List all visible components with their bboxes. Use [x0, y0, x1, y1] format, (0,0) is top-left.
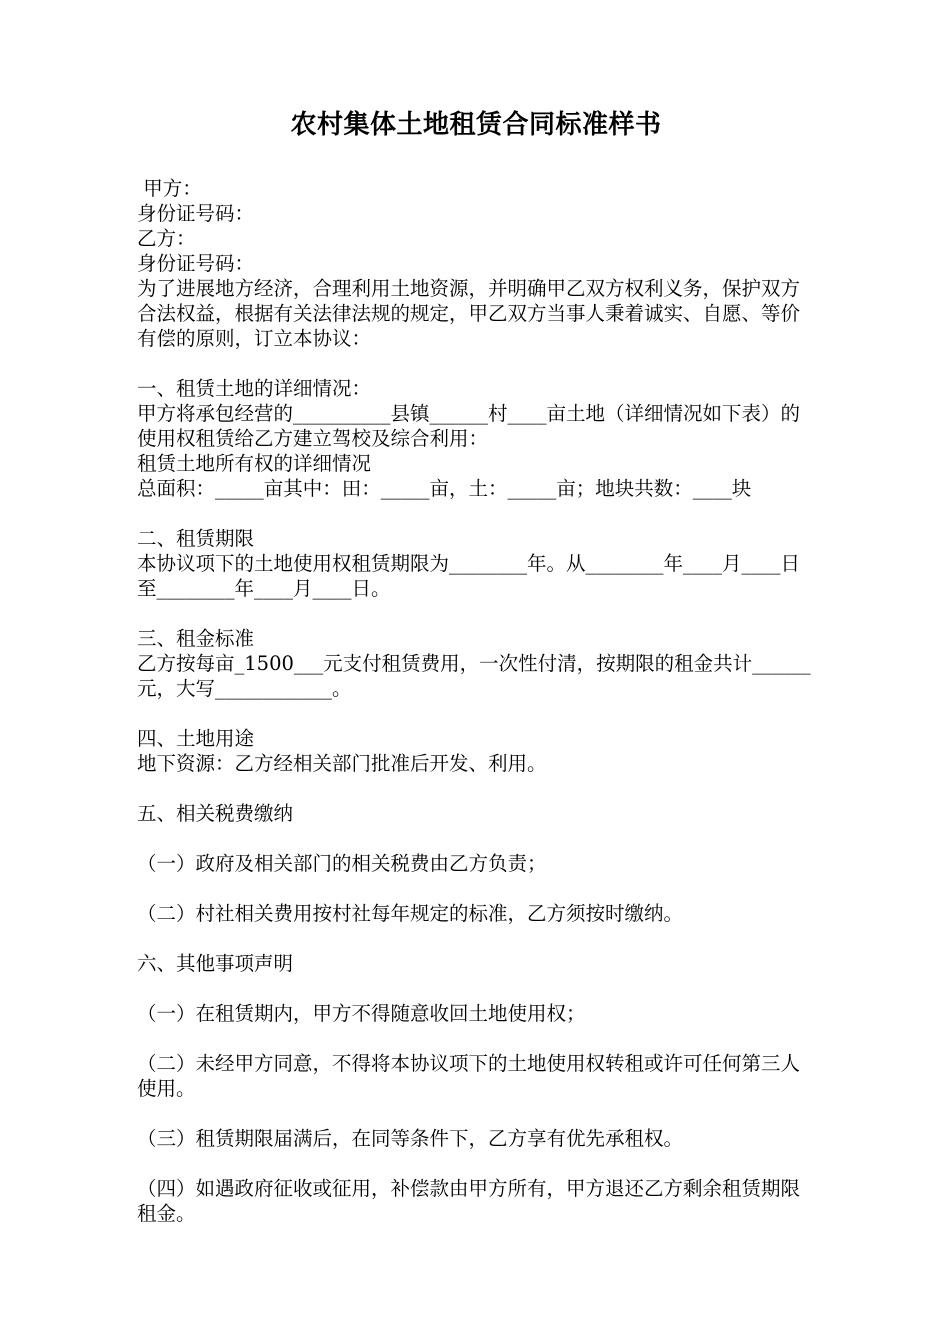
paragraph-gap [137, 876, 815, 901]
section-1-heading: 一、租赁土地的详细情况： [137, 377, 372, 400]
section-6-item-4: （四）如遇政府征收或征用，补偿款由甲方所有，甲方退还乙方剩余租赁期限租金。 [137, 1177, 801, 1225]
section-1-paragraph-3: 总面积：_____亩其中：田：_____亩，土：_____亩；地块共数：____块 [137, 477, 752, 500]
section-5-item-1: （一）政府及相关部门的相关税费由乙方负责； [137, 852, 547, 875]
section-4-paragraph-1: 地下资源：乙方经相关部门批准后开发、利用。 [137, 752, 547, 775]
section-6-heading: 六、其他事项声明 [137, 952, 294, 975]
paragraph-gap [137, 701, 815, 726]
document-title: 农村集体土地租赁合同标准样书 [290, 110, 662, 140]
section-2-paragraph-1: 本协议项下的土地使用权租赁期限为________年。从________年____月____日至________年____月____日。 [137, 552, 801, 600]
paragraph-gap [137, 826, 815, 851]
section-1-paragraph-1: 甲方将承包经营的__________县镇______村____亩土地（详细情况如下表）的使用权租赁给乙方建立驾校及综合利用： [137, 402, 801, 450]
paragraph-gap [137, 501, 815, 526]
section-2-heading: 二、租赁期限 [137, 527, 255, 550]
paragraph-gap [137, 351, 815, 376]
party-a-id-line: 身份证号码： [137, 202, 255, 225]
section-3-heading: 三、租金标准 [137, 627, 255, 650]
party-b-line: 乙方： [137, 227, 196, 250]
section-5-item-2: （二）村社相关费用按村社每年规定的标准，乙方须按时缴纳。 [137, 902, 684, 925]
section-3-paragraph-1: 乙方按每亩_1500___元支付租赁费用，一次性付清，按期限的租金共计______元，大写____________。 [137, 652, 811, 700]
paragraph-gap [137, 976, 815, 1001]
document-body [137, 176, 815, 1226]
paragraph-gap [137, 601, 815, 626]
section-6-item-1: （一）在租赁期内，甲方不得随意收回土地使用权； [137, 1002, 586, 1025]
paragraph-gap [137, 1151, 815, 1176]
paragraph-gap [137, 776, 815, 801]
paragraph-gap [137, 1026, 815, 1051]
section-6-item-2: （二）未经甲方同意，不得将本协议项下的土地使用权转租或许可任何第三人使用。 [137, 1052, 801, 1100]
section-4-heading: 四、土地用途 [137, 727, 255, 750]
section-5-heading: 五、相关税费缴纳 [137, 802, 294, 825]
party-a-line: 甲方： [137, 177, 202, 200]
party-b-id-line: 身份证号码： [137, 252, 255, 275]
paragraph-gap [137, 1101, 815, 1126]
paragraph-gap [137, 926, 815, 951]
section-6-item-3: （三）租赁期限届满后，在同等条件下，乙方享有优先承租权。 [137, 1127, 684, 1150]
section-1-paragraph-2: 租赁土地所有权的详细情况 [137, 452, 372, 475]
preamble-paragraph: 为了进展地方经济，合理利用土地资源，并明确甲乙双方权利义务，保护双方合法权益，根据有关法律法规的规定，甲乙双方当事人秉着诚实、自愿、等价有偿的原则，订立本协议： [137, 277, 801, 350]
